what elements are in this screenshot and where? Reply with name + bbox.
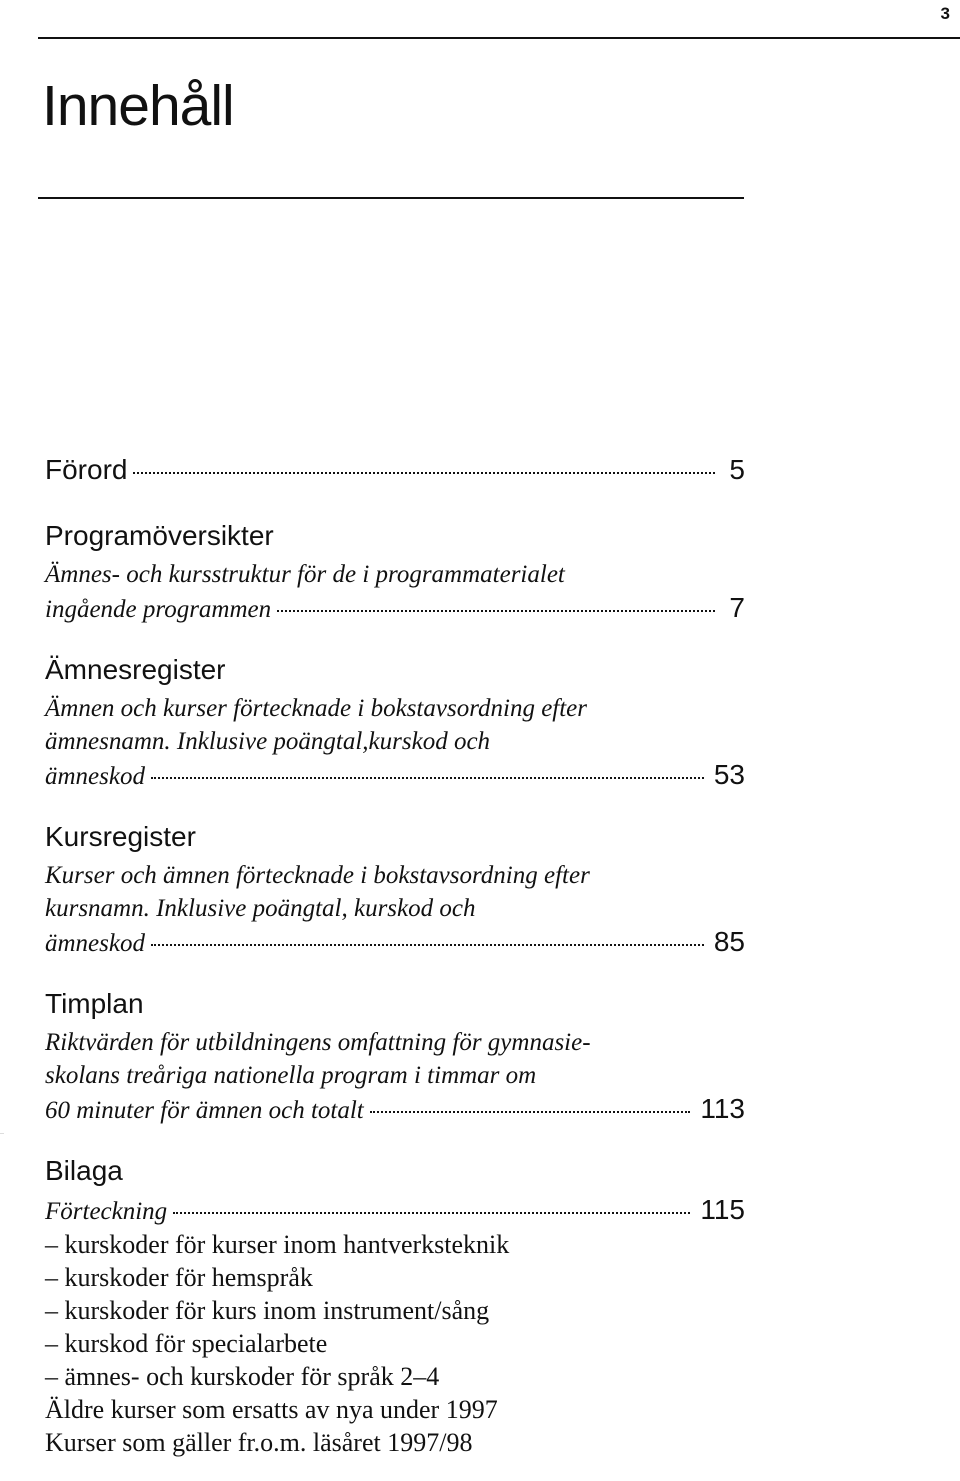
toc-page-number: 7 [729, 592, 745, 623]
toc-description-line: Kurser och ämnen förtecknade i bokstavsordning efter [45, 862, 590, 889]
toc-page-number: 115 [700, 1194, 745, 1225]
dot-leader [277, 610, 715, 612]
toc-description-last-line [45, 758, 745, 793]
toc-heading: Förord [45, 454, 128, 485]
bilaga-list-item: – kurskod för specialarbete [45, 1329, 328, 1358]
toc-description-text: ämneskod [45, 930, 145, 957]
dot-leader [133, 472, 715, 474]
toc-entry-bilaga[interactable] [45, 1149, 745, 1459]
toc-description-line: skolans treåriga nationella program i timmar om [45, 1062, 537, 1089]
toc-description-line: Ämnes- och kursstruktur för de i programmaterialet [45, 561, 565, 588]
bilaga-list-item: – kurskoder för hemspråk [45, 1263, 313, 1292]
bilaga-list-item: – ämnes- och kurskoder för språk 2–4 [45, 1362, 440, 1391]
top-rule [38, 37, 960, 39]
toc-description-text: ämneskod [45, 763, 145, 790]
toc-heading-line [45, 448, 745, 492]
bilaga-list-item: Kurser som gäller fr.o.m. läsåret 1997/98 [45, 1428, 473, 1457]
table-of-contents [45, 448, 745, 1481]
toc-description-last-line [45, 591, 745, 626]
bilaga-list-item: – kurskoder för kurser inom hantverksteknik [45, 1230, 510, 1259]
toc-description-last-line [45, 1193, 745, 1228]
bilaga-list-item: – kurskoder för kurs inom instrument/sång [45, 1296, 490, 1325]
toc-entry-amnesregister[interactable] [45, 648, 745, 793]
page-title: Innehåll [42, 74, 234, 138]
toc-entry-timplan[interactable] [45, 982, 745, 1127]
toc-description-text: 60 minuter för ämnen och totalt [45, 1097, 364, 1124]
toc-heading: Ämnesregister [45, 654, 226, 685]
dot-leader [370, 1111, 691, 1113]
toc-page-number: 5 [729, 454, 745, 485]
dot-leader [151, 944, 704, 946]
toc-description-line: kursnamn. Inklusive poängtal, kurskod och [45, 895, 476, 922]
bilaga-list-item: Äldre kurser som ersatts av nya under 1997 [45, 1395, 498, 1424]
toc-heading: Bilaga [45, 1155, 123, 1186]
toc-description-text: Förteckning [45, 1198, 168, 1225]
toc-description-line: Riktvärden för utbildningens omfattning för gymnasie- [45, 1029, 591, 1056]
title-rule [38, 197, 744, 199]
dot-leader [151, 777, 704, 779]
toc-heading: Programöversikter [45, 520, 274, 551]
toc-description-text: ingående programmen [45, 596, 272, 623]
toc-heading: Kursregister [45, 821, 196, 852]
toc-page-number: 85 [713, 926, 745, 957]
toc-page-number: 113 [700, 1093, 745, 1124]
dot-leader [173, 1212, 690, 1214]
toc-page-number: 53 [713, 759, 745, 790]
toc-description-last-line [45, 1092, 745, 1127]
toc-entry-programoversikter[interactable] [45, 514, 745, 626]
scan-mark [0, 1133, 4, 1134]
toc-entry-forord[interactable] [45, 448, 745, 492]
page-number: 3 [940, 4, 950, 23]
toc-description-line: Ämnen och kurser förtecknade i bokstavsordning efter [45, 695, 588, 722]
toc-entry-kursregister[interactable] [45, 815, 745, 960]
toc-description-line: ämnesnamn. Inklusive poängtal,kurskod och [45, 728, 491, 755]
toc-heading: Timplan [45, 988, 144, 1019]
toc-description-last-line [45, 925, 745, 960]
